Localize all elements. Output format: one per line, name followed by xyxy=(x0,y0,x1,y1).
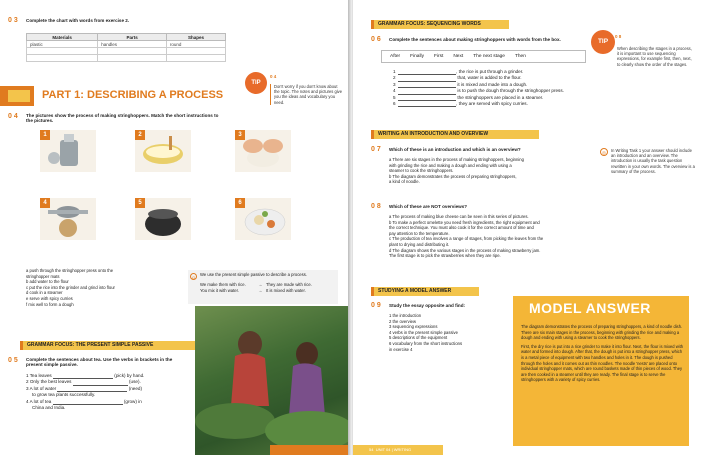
info-icon: ◎ xyxy=(600,148,608,156)
section-heading: STUDYING A MODEL ANSWER xyxy=(371,287,479,296)
tip-badge: TIP xyxy=(245,72,267,94)
exercise-number: 0 5 xyxy=(8,357,18,364)
right-footer xyxy=(353,445,443,455)
step-number: 4 xyxy=(40,198,50,208)
word-option: Then xyxy=(514,54,526,59)
list-item: in exercise 4 xyxy=(389,346,413,352)
list-item: 3 sequencing expressions xyxy=(389,324,438,330)
tip-number: 0 8 xyxy=(615,34,622,39)
item-number: 4 xyxy=(393,88,396,94)
section-heading: GRAMMAR FOCUS: SEQUENCING WORDS xyxy=(371,20,509,29)
option-line: The first stage is to pick the strawberries when they are ripe. xyxy=(389,253,501,259)
sentence-continuation: to grow tea plants successfully. xyxy=(32,392,96,398)
sentence-text: that, water is added to the flour. xyxy=(457,75,522,81)
exercise-number: 0 4 xyxy=(8,113,18,120)
left-page xyxy=(0,0,350,455)
verb-hint: (grow) in xyxy=(123,398,142,404)
ex5-list: 1 Tea leaves (pick) by hand. 2 Only the best leaves (use). 3 A lot of water (need) to grow tea plants successfully. 4 A lot of tea (grow) in China and India. xyxy=(26,373,145,411)
model-answer-title: MODEL ANSWER xyxy=(529,300,651,316)
exercise-instruction: Complete the sentences about tea. Use the verbs in brackets in the present simple passive. xyxy=(26,357,173,368)
exercise-instruction: The pictures show the process of making stringhoppers. Match the short instructions to the pictures. xyxy=(26,113,219,124)
word-box xyxy=(381,50,586,63)
sentence-continuation: China and India. xyxy=(32,405,66,411)
option-line: a kind of noodle. xyxy=(389,179,420,185)
tip-number: 0 4 xyxy=(270,74,277,79)
list-item: 4 verbs in the present simple passive xyxy=(389,329,458,335)
chart-cell: handles xyxy=(98,41,167,48)
list-item: 2 the overview xyxy=(389,318,416,324)
list-item: 6 vocabulary from the short instructions xyxy=(389,340,463,346)
verb-hint: (pick) by hand. xyxy=(114,373,145,378)
model-paragraph: The diagram demonstrates the process of preparing stringhoppers, a kind of noodle dish. There are six main stages in the process, beginning with grinding the rice and making a dough and ending with using a steamer to cook the stringhoppers. xyxy=(521,324,683,341)
chart-header: Materials xyxy=(27,34,98,41)
option-line: the correct technique. You must also cook it for the correct amount of time and xyxy=(389,225,534,231)
tea-pickers-illustration xyxy=(195,306,348,455)
exercise-number: 0 7 xyxy=(371,146,381,153)
option-line: d cook in a steamer xyxy=(26,290,63,296)
option-line: c put the rice into the grinder and grind into flour xyxy=(26,284,115,290)
chart-cell: plastic xyxy=(27,41,98,48)
note-example: You mix it with water. xyxy=(200,288,239,293)
exercise-instruction: Which of these are NOT overviews? xyxy=(389,204,468,209)
sentence-start: Only the best leaves xyxy=(29,379,72,385)
word-option: The next stage xyxy=(473,54,505,59)
verb-hint: (need) xyxy=(128,385,142,391)
option-line: f mix well to form a dough xyxy=(26,301,74,307)
step-number: 5 xyxy=(135,198,145,208)
option-line: c The production of tea involves a range of stages, from picking the leaves from the xyxy=(389,236,544,242)
model-paragraph: First, the dry rice is put into a rice grinder to make it into flour. Next, the flour is mixed with water and formed into dough. After that, the dough is put into a stringhopper press, which is a metal piece of equipment with two handles and holes in it. The dough is pushed through the holes and it comes out as thin noodles. The noodle 'nests' are placed onto individual stringhopper mats, which are round baskets made of thin pieces of wood. They are then cooked in a steamer until they are ready. The final stage is to serve the stringhoppers with a variety of spicy curries. xyxy=(521,343,683,383)
option-line: a There are six stages in the process of making stringhoppers, beginning xyxy=(389,157,524,162)
item-number: 5 xyxy=(393,94,396,100)
tip-text: When describing the stages in a process, it is important to use sequencing expressions, for example first, then, next, to clearly show the order of the stages. xyxy=(617,46,692,67)
list-item: 5 descriptions of the equipment xyxy=(389,335,448,341)
word-option: Finally xyxy=(410,54,425,59)
option-line: a The process of making blue cheese can be seen in this series of pictures. xyxy=(389,214,529,219)
left-footer xyxy=(270,445,350,455)
option-line: a push through the stringhopper press onto the xyxy=(26,268,114,273)
part-title: PART 1: DESCRIBING A PROCESS xyxy=(42,89,224,101)
sentence-text: is to push the dough through the stringhopper press. xyxy=(457,88,564,94)
instruction-options xyxy=(26,268,186,307)
sentence-text: the stringhoppers are placed in a steamer. xyxy=(457,94,544,100)
tip-badge: TIP xyxy=(591,30,615,54)
word-option: After xyxy=(390,54,401,59)
option-line: d The diagram shows the various stages in the process of making strawberry jam. xyxy=(389,247,541,253)
chart-cell: round xyxy=(166,41,225,48)
item-number: 1 xyxy=(393,69,396,74)
exercise-number: 0 3 xyxy=(8,17,18,24)
section-heading: WRITING AN INTRODUCTION AND OVERVIEW xyxy=(371,130,539,139)
option-line: with grinding the rice and making a dough and ending with using a xyxy=(389,162,512,168)
right-page xyxy=(353,0,701,455)
option-line: pay attention to the temperature. xyxy=(389,230,450,236)
note-example: It is mixed with water. xyxy=(266,288,306,293)
task-note: In Writing Task 1 your answer should include an introduction and an overview. The introduction is usually the task question rewritten in your own words. The overview is a summary of the process. xyxy=(611,148,695,174)
note-example: We make them with rice. xyxy=(200,282,246,287)
ex6-list xyxy=(393,69,633,107)
item-number: 6 xyxy=(393,101,396,107)
step-number: 2 xyxy=(135,130,145,140)
tea-pickers-photo xyxy=(195,306,348,455)
exercise-instruction: Study the essay opposite and find: xyxy=(389,303,466,308)
sentence-start: A lot of tea xyxy=(29,398,52,404)
step-picture-1 xyxy=(40,130,96,172)
step-picture-5 xyxy=(135,198,191,240)
part-banner xyxy=(0,86,262,106)
chart-header: Parts xyxy=(98,34,167,41)
option-line: b The diagram demonstrates the process of preparing stringhoppers, xyxy=(389,173,517,179)
step-number: 1 xyxy=(40,130,50,140)
model-answer-text xyxy=(521,324,683,383)
sentence-text: , they are served with spicy curries. xyxy=(456,101,528,107)
option-line: e serve with spicy curries xyxy=(26,295,73,301)
word-option: Next xyxy=(453,54,464,59)
ex7-options xyxy=(389,157,599,185)
sentence-text: , the rice is put through a grinder. xyxy=(456,69,524,74)
exercise-number: 0 9 xyxy=(371,302,381,309)
option-line: plant to drying and distributing it. xyxy=(389,241,450,247)
banner-accent xyxy=(8,90,30,102)
exercise-number: 0 8 xyxy=(371,203,381,210)
list-item: 1 the introduction xyxy=(389,313,422,318)
option-line: steamer to cook the stringhoppers. xyxy=(389,168,454,174)
exercise-number: 0 6 xyxy=(371,36,381,43)
grammar-note: G We use the present simple passive to describe a process. We make them with rice. → They are made with rice. You mix it with water. → It is mixed with water. xyxy=(188,270,338,304)
step-picture-3 xyxy=(235,130,291,172)
step-picture-4 xyxy=(40,198,96,240)
note-example: They are made with rice. xyxy=(266,282,312,287)
chart-header: Shapes xyxy=(166,34,225,41)
model-answer-box xyxy=(513,296,689,446)
option-line: b To make a perfect omelette you need fresh ingredients, the right equipment and xyxy=(389,219,540,225)
vocab-chart xyxy=(26,33,226,62)
exercise-instruction: Complete the chart with words from exercise 2. xyxy=(26,18,130,23)
exercise-instruction: Which of these is an introduction and which is an overview? xyxy=(389,147,521,152)
exercise-instruction: Complete the sentences about making stringhoppers with words from the box. xyxy=(389,37,561,42)
step-picture-6 xyxy=(235,198,291,240)
item-number: 3 xyxy=(393,81,396,87)
option-line: stringhopper mats xyxy=(26,273,60,279)
note-title: We use the present simple passive to describe a process. xyxy=(200,272,307,277)
sentence-start: Tea leaves xyxy=(29,373,52,378)
page-number: 54 xyxy=(369,447,374,452)
verb-hint: (use). xyxy=(129,379,141,385)
sentence-start: A lot of water xyxy=(29,385,57,391)
tip-text: Don't worry if you don't know about the topic. The notes and pictures give you the ideas and vocabulary you need. xyxy=(270,84,344,105)
ex8-options xyxy=(389,214,659,259)
footer-label: UNIT 04 | WRITING xyxy=(375,447,412,452)
word-option: First xyxy=(434,54,444,59)
step-number: 3 xyxy=(235,130,245,140)
step-picture-2 xyxy=(135,130,191,172)
note-icon: G xyxy=(191,275,196,280)
ex9-list xyxy=(389,313,509,352)
option-line: b add water to the flour xyxy=(26,279,69,285)
item-number: 2 xyxy=(393,75,396,81)
sentence-text: it is mixed and made into a dough. xyxy=(457,81,528,87)
step-number: 6 xyxy=(235,198,245,208)
section-heading: GRAMMAR FOCUS: THE PRESENT SIMPLE PASSIVE xyxy=(20,341,200,350)
